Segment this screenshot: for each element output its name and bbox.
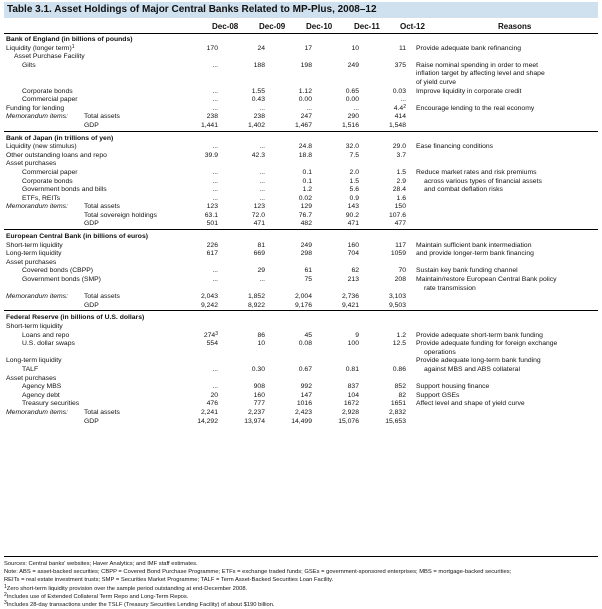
table-cell: 143: [347, 203, 359, 211]
table-cell: 2,832: [388, 408, 406, 416]
reason-text: of yield curve: [416, 78, 457, 86]
table-cell: 8,922: [247, 301, 265, 309]
table-cell: 1672: [343, 400, 359, 408]
col-dec11: Dec-11: [354, 22, 380, 31]
table-cell: 81: [257, 241, 265, 249]
table-cell: ...: [259, 177, 265, 185]
table-row: [4, 88, 598, 97]
row-label: Liquidity (longer term)$^1$: [6, 43, 75, 52]
table-cell: 0.1: [302, 168, 312, 176]
table-cell: 0.43: [251, 96, 265, 104]
table-cell: $274^3$: [203, 330, 218, 339]
table-cell: 15,653: [385, 417, 406, 425]
table-cell: 160: [253, 391, 265, 399]
table-row: [4, 186, 598, 195]
table-cell: 2,423: [294, 408, 312, 416]
table-row: [4, 203, 598, 212]
table-cell: 375: [394, 61, 406, 69]
table-cell: 90.2: [345, 211, 359, 219]
row-label: Short-term liquidity: [6, 241, 63, 249]
table-cell: 247: [300, 113, 312, 121]
table-cell: 9,242: [200, 301, 218, 309]
table-cell: 63.1: [204, 211, 218, 219]
table-cell: 160: [347, 241, 359, 249]
table-cell: 15,076: [338, 417, 359, 425]
row-label: Liquidity (longer term): [6, 44, 72, 52]
table-row: [4, 409, 598, 418]
table-cell: 471: [347, 220, 359, 228]
table-cell: ...: [212, 87, 218, 95]
row-label: Memorandum items:: [6, 408, 68, 416]
table-cell: ...: [212, 186, 218, 194]
row-label: 274: [203, 331, 216, 339]
table-cell: 0.9: [349, 194, 359, 202]
header-rule: [4, 33, 598, 34]
row-label: U.S. dollar swaps: [22, 340, 75, 348]
table-cell: 72.0: [251, 211, 265, 219]
table-cell: 3,103: [388, 293, 406, 301]
table-row: [4, 96, 598, 105]
table-cell: 147: [300, 391, 312, 399]
table-cell: 129: [300, 203, 312, 211]
table-cell: 123: [253, 203, 265, 211]
table-cell: 1.5: [396, 168, 406, 176]
col-reasons: Reasons: [498, 22, 532, 31]
table-cell: 249: [347, 61, 359, 69]
reason-text: Ease financing conditions: [416, 143, 494, 151]
table-cell: $4.4^2$: [393, 103, 406, 112]
table-cell: 14,499: [291, 417, 312, 425]
table-cell: 13,974: [244, 417, 265, 425]
table-cell: 476: [206, 400, 218, 408]
table-cell: 1.6: [396, 194, 406, 202]
table-cell: 62: [351, 267, 359, 275]
table-row: [4, 53, 598, 62]
table-cell: 1.2: [396, 331, 406, 339]
reason-text: Raise nominal spending in order to meet: [416, 61, 539, 69]
reason-text: Improve liquidity in corporate credit: [416, 87, 522, 95]
table-cell: ...: [212, 177, 218, 185]
table-cell: 104: [347, 391, 359, 399]
table-cell: 1.55: [251, 87, 265, 95]
table-cell: 82: [398, 391, 406, 399]
table-title: Table 3.1. Asset Holdings of Major Central Banks Related to MP-Plus, 2008–12: [4, 2, 598, 18]
table-cell: 42.3: [251, 151, 265, 159]
table-cell: 29: [257, 267, 265, 275]
table-cell: 20: [210, 391, 218, 399]
footnote-1: $^1$Zero short-term liquidity provision over the sample period outstanding at end-December 2008.: [4, 583, 248, 592]
sources-note: Sources: Central banks' websites; Haver Analytics; and IMF staff estimates.: [4, 561, 198, 567]
row-label: Agency MBS: [22, 383, 62, 391]
table-cell: 1,852: [247, 293, 265, 301]
row-label: Total assets: [84, 113, 120, 121]
table-cell: 11: [398, 44, 406, 52]
table-cell: 75: [304, 276, 312, 284]
table-cell: ...: [259, 276, 265, 284]
table-cell: 208: [394, 276, 406, 284]
reason-text: and combat deflation risks: [424, 186, 503, 194]
table-row: [4, 105, 598, 114]
reason-text: Affect level and shape of yield curve: [416, 400, 525, 408]
row-label: Total assets: [84, 203, 120, 211]
reason-text: rate transmission: [424, 284, 476, 292]
table-cell: 852: [394, 383, 406, 391]
row-label: TALF: [22, 365, 39, 373]
table-row: [4, 169, 598, 178]
table-cell: 669: [253, 250, 265, 258]
table-cell: ...: [259, 104, 265, 112]
reason-text: Provide adequate short-term bank funding: [416, 331, 543, 339]
row-label: ETFs, REITs: [22, 194, 61, 202]
reason-text: operations: [424, 348, 456, 356]
footnote-3: $^3$Includes 28-day transactions under the TSLF (Treasury Securities Lending Facility) of about $190 billion.: [4, 600, 275, 609]
table-cell: 554: [206, 340, 218, 348]
column-header-row: [4, 22, 598, 32]
table-cell: 1,402: [247, 121, 265, 129]
table-cell: 76.7: [298, 211, 312, 219]
row-label: European Central Bank (in billions of euros): [6, 233, 148, 241]
row-label: Long-term liquidity: [6, 250, 62, 258]
reason-text: Support housing finance: [416, 383, 490, 391]
reason-text: Reduce market rates and risk premiums: [416, 168, 537, 176]
table-cell: 70: [398, 267, 406, 275]
asset-table: [4, 36, 598, 426]
table-cell: 10: [351, 44, 359, 52]
table-row: [4, 178, 598, 187]
table-cell: 238: [253, 113, 265, 121]
row-label: Memorandum items:: [6, 113, 68, 121]
row-label: Government bonds and bills: [22, 186, 107, 194]
table-cell: 29.0: [392, 143, 406, 151]
table-cell: 2,241: [200, 408, 218, 416]
table-cell: 482: [300, 220, 312, 228]
footnote-2: $^2$Includes use of Extended Collateral Term Repo and Long-Term Repos.: [4, 591, 189, 600]
table-cell: 117: [395, 241, 406, 249]
table-cell: 1,467: [294, 121, 312, 129]
row-label: Total assets: [84, 408, 120, 416]
table-cell: 107.6: [388, 211, 406, 219]
table-cell: ...: [212, 168, 218, 176]
table-row: [4, 400, 598, 409]
table-cell: 0.03: [392, 87, 406, 95]
row-label: Long-term liquidity: [6, 357, 62, 365]
row-label: Bank of England (in billions of pounds): [6, 36, 133, 43]
table-cell: ...: [400, 96, 406, 104]
boj-header: [4, 135, 598, 144]
table-cell: 0.67: [298, 365, 312, 373]
col-dec08: Dec-08: [212, 22, 239, 31]
table-cell: 9,421: [341, 301, 359, 309]
table-cell: 290: [347, 113, 359, 121]
reason-text: Sustain key bank funding channel: [416, 267, 518, 275]
reason-text: Maintain/restore European Central Bank policy: [416, 276, 557, 284]
reason-text: Provide adequate funding for foreign exchange: [416, 340, 558, 348]
table-row: [4, 375, 598, 384]
table-cell: ...: [212, 267, 218, 275]
row-label: Total sovereign holdings: [84, 211, 157, 219]
table-cell: 414: [394, 113, 406, 121]
table-cell: 2.0: [349, 168, 359, 176]
row-label: Total assets: [84, 293, 120, 301]
table-cell: 1,441: [200, 121, 218, 129]
table-cell: ...: [212, 383, 218, 391]
abbrev-note-2: REITs = real estate investment trusts; SMP = Securities Market Programme; TALF = Term Asset-Backed Securities Loan Facility.: [4, 577, 334, 584]
table-row: [4, 323, 598, 332]
table-cell: 9: [355, 331, 359, 339]
row-label: Asset purchases: [6, 160, 57, 168]
table-cell: 0.30: [251, 365, 265, 373]
table-row: [4, 152, 598, 161]
table-cell: 1,548: [388, 121, 406, 129]
table-cell: ...: [259, 143, 265, 151]
table-cell: ...: [306, 104, 312, 112]
table-cell: 992: [300, 383, 312, 391]
table-row: [4, 357, 598, 366]
table-cell: 226: [206, 241, 218, 249]
table-row: [4, 242, 598, 251]
table-row: [4, 250, 598, 259]
col-dec10: Dec-10: [306, 22, 333, 31]
table-cell: 477: [394, 220, 406, 228]
table-cell: ...: [212, 143, 218, 151]
table-row: [4, 392, 598, 401]
table-cell: 0.81: [345, 365, 359, 373]
row-label: Memorandum items:: [6, 203, 68, 211]
row-label: Asset purchases: [6, 258, 57, 266]
row-label: GDP: [84, 417, 99, 425]
table-cell: ...: [259, 186, 265, 194]
row-label: GDP: [84, 220, 99, 228]
table-row: [4, 276, 598, 292]
row-label: Other outstanding loans and repo: [6, 151, 107, 159]
table-cell: 298: [300, 250, 312, 258]
table-row: [4, 45, 598, 54]
table-cell: 0.02: [298, 194, 312, 202]
col-oct12: Oct-12: [400, 22, 425, 31]
table-row: [4, 332, 598, 341]
table-cell: 5.6: [349, 186, 359, 194]
table-row: [4, 383, 598, 392]
footer-rule: [4, 556, 598, 557]
row-label: Treasury securities: [22, 400, 80, 408]
table-cell: 9,176: [294, 301, 312, 309]
table-cell: 39.9: [204, 151, 218, 159]
row-label: GDP: [84, 121, 99, 129]
table-cell: 837: [347, 383, 359, 391]
table-cell: 100: [347, 340, 359, 348]
table-cell: 24.8: [298, 143, 312, 151]
table-cell: 45: [304, 331, 312, 339]
table-cell: 1651: [390, 400, 406, 408]
table-row: [4, 418, 598, 427]
table-cell: 501: [206, 220, 218, 228]
row-label: GDP: [84, 301, 99, 309]
row-label: Memorandum items:: [6, 293, 68, 301]
fed-header: [4, 314, 598, 323]
table-cell: 28.4: [392, 186, 406, 194]
table-cell: 1,516: [341, 121, 359, 129]
table-cell: 704: [347, 250, 359, 258]
table-cell: ...: [212, 96, 218, 104]
row-label: Corporate bonds: [22, 87, 73, 95]
table-cell: 150: [394, 203, 406, 211]
table-cell: 170: [206, 44, 218, 52]
reason-text: Provide adequate long-term bank funding: [416, 357, 541, 365]
row-label: Gilts: [22, 61, 36, 69]
table-cell: 1.5: [349, 177, 359, 185]
table-cell: 9,503: [388, 301, 406, 309]
table-cell: 24: [257, 44, 265, 52]
table-row: [4, 143, 598, 152]
table-cell: 18.8: [298, 151, 312, 159]
table-cell: 2,004: [294, 293, 312, 301]
table-cell: ...: [259, 194, 265, 202]
table-cell: 2,237: [247, 408, 265, 416]
table-cell: 14,292: [197, 417, 218, 425]
ecb-header: [4, 233, 598, 242]
table-cell: 7.5: [349, 151, 359, 159]
reason-text: across various types of financial assets: [424, 177, 542, 185]
table-cell: 777: [253, 400, 265, 408]
table-cell: ...: [259, 168, 265, 176]
table-cell: ...: [212, 194, 218, 202]
col-dec09: Dec-09: [259, 22, 286, 31]
reason-text: Encourage lending to the real economy: [416, 104, 535, 112]
table-cell: 0.65: [345, 87, 359, 95]
row-label: Bank of Japan (in trillions of yen): [6, 134, 114, 142]
reason-text: and provide longer-term bank financing: [416, 250, 534, 258]
table-cell: 0.00: [298, 96, 312, 104]
table-cell: 0.1: [302, 177, 312, 185]
table-row: [4, 267, 598, 276]
table-cell: 617: [206, 250, 218, 258]
table-cell: 1.12: [298, 87, 312, 95]
reason-text: inflation target by affecting level and shape: [416, 70, 545, 78]
table-cell: 908: [253, 383, 265, 391]
table-cell: 188: [253, 61, 265, 69]
table-row: [4, 259, 598, 268]
table-cell: 2,928: [341, 408, 359, 416]
table-cell: 123: [206, 203, 218, 211]
reason-text: Maintain sufficient bank intermediation: [416, 241, 532, 249]
table-cell: ...: [212, 104, 218, 112]
table-cell: 12.5: [392, 340, 406, 348]
table-row: [4, 122, 598, 131]
reason-text: Provide adequate bank refinancing: [416, 44, 522, 52]
reason-text: against MBS and ABS collateral: [424, 365, 520, 373]
table-cell: 198: [300, 61, 312, 69]
row-label: Federal Reserve (in billions of U.S. dollars): [6, 314, 145, 322]
table-cell: 0.86: [392, 365, 406, 373]
abbrev-note-1: Note: ABS = asset-backed securities; CBPP = Covered Bond Purchase Programme; ETFs = exchange traded funds; GSEs = government-sponsored enterprises; MBS = mortgage-backed securities;: [4, 569, 512, 576]
table-row: [4, 61, 598, 86]
table-cell: 1016: [296, 400, 312, 408]
table-row: [4, 113, 598, 122]
table-cell: ...: [212, 276, 218, 284]
row-label: Funding for lending: [6, 104, 65, 112]
table-row: [4, 366, 598, 375]
table-cell: 10: [257, 340, 265, 348]
table-cell: 213: [347, 276, 359, 284]
table-cell: 2,736: [341, 293, 359, 301]
table-cell: ...: [212, 61, 218, 69]
table-row: [4, 195, 598, 204]
table-cell: ...: [353, 104, 359, 112]
row-label: Government bonds (SMP): [22, 276, 101, 284]
table-row: [4, 212, 598, 221]
table-cell: ...: [212, 365, 218, 373]
table-row: [4, 220, 598, 229]
table-row: [4, 340, 598, 356]
table-cell: 2,043: [200, 293, 218, 301]
table-row: [4, 160, 598, 169]
table-cell: 1.2: [302, 186, 312, 194]
row-label: Agency debt: [22, 391, 60, 399]
table-cell: 0.00: [345, 96, 359, 104]
table-cell: 86: [257, 331, 265, 339]
row-label: Liquidity (new stimulus): [6, 143, 77, 151]
table-cell: 32.0: [345, 143, 359, 151]
boe-header: [4, 36, 598, 45]
table-row: [4, 293, 598, 302]
row-label: 4.4: [393, 104, 404, 112]
table-notes: [4, 560, 598, 609]
table-cell: 3.7: [396, 151, 406, 159]
table-cell: 17: [304, 44, 312, 52]
row-label: Short-term liquidity: [6, 323, 63, 330]
table-cell: 238: [206, 113, 218, 121]
row-label: Loans and repo: [22, 331, 70, 339]
table-cell: 0.08: [298, 340, 312, 348]
table-row: [4, 302, 598, 311]
row-label: Corporate bonds: [22, 177, 73, 185]
table-cell: 249: [300, 241, 312, 249]
table-cell: 61: [304, 267, 312, 275]
row-label: Commercial paper: [22, 96, 78, 104]
row-label: Asset purchases: [6, 374, 57, 382]
table-cell: 471: [253, 220, 265, 228]
table-cell: 1059: [390, 250, 406, 258]
table-cell: 2.9: [396, 177, 406, 185]
row-label: Commercial paper: [22, 168, 78, 176]
reason-text: Support GSEs: [416, 391, 460, 399]
row-label: Covered bonds (CBPP): [22, 267, 94, 275]
row-label: Asset Purchase Facility: [14, 53, 85, 61]
